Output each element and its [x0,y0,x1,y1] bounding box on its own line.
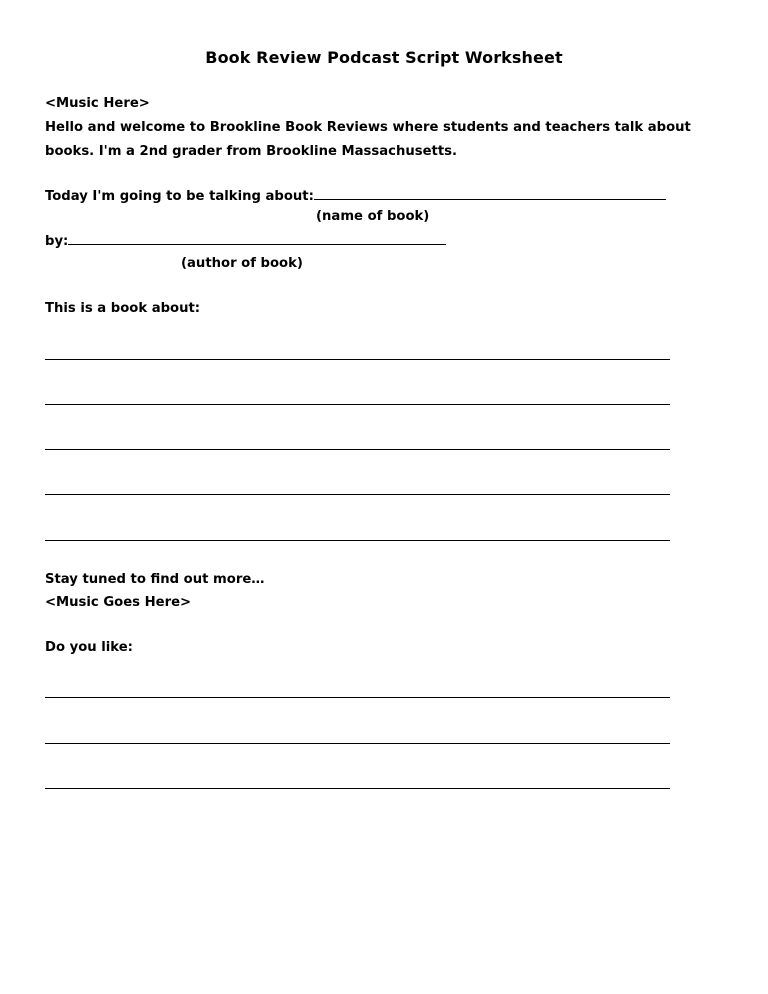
about-answer-line-3[interactable] [45,449,670,450]
today-label: Today I'm going to be talking about: [45,189,314,204]
page-title: Book Review Podcast Script Worksheet [205,48,563,67]
author-caption: (author of book) [181,256,303,271]
music-intro-text: <Music Here> [45,96,150,111]
music-goes-here-text: <Music Goes Here> [45,595,192,610]
like-answer-line-3[interactable] [45,788,670,789]
by-row [45,232,446,251]
about-label: This is a book about: [45,301,201,316]
stay-tuned-text: Stay tuned to find out more… [45,572,265,587]
about-answer-line-1[interactable] [45,359,670,360]
like-answer-line-2[interactable] [45,743,670,744]
welcome-line-1: Hello and welcome to Brookline Book Reviews where students and teachers talk about [45,120,691,135]
like-answer-line-1[interactable] [45,697,670,698]
about-answer-line-5[interactable] [45,540,670,541]
book-name-blank[interactable] [314,187,666,200]
about-answer-line-4[interactable] [45,494,670,495]
by-label: by: [45,234,69,249]
today-row [45,187,666,206]
about-answer-line-2[interactable] [45,404,670,405]
author-blank[interactable] [68,232,446,245]
welcome-line-2: books. I'm a 2nd grader from Brookline Massachusetts. [45,144,457,159]
do-you-like-label: Do you like: [45,640,133,655]
name-of-book-caption: (name of book) [316,209,430,224]
